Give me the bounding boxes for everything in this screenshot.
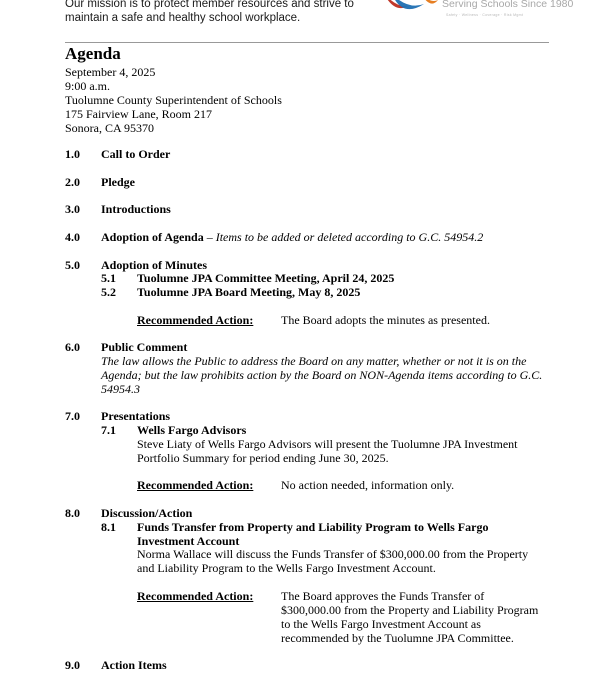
subitem-number: 5.2 <box>101 285 116 299</box>
subitem-number: 7.1 <box>101 423 116 437</box>
meeting-details <box>65 65 282 135</box>
recommended-action-label: Recommended Action: <box>137 589 254 603</box>
item-number: 6.0 <box>65 340 80 354</box>
page-title: Agenda <box>65 44 121 63</box>
item-number: 5.0 <box>65 258 80 272</box>
meeting-city: Sonora, CA 95370 <box>65 121 155 135</box>
item-title-adoption-of-minutes: Adoption of Minutes <box>101 258 208 272</box>
meeting-time: 9:00 a.m. <box>65 79 110 93</box>
item-number: 4.0 <box>65 230 80 244</box>
meeting-address: 175 Fairview Lane, Room 217 <box>65 107 212 121</box>
item-title-public-comment: Public Comment <box>101 340 188 354</box>
recommended-action-text: The Board adopts the minutes as presented. <box>281 313 490 327</box>
subitem-description: Norma Wallace will discuss the Funds Transfer of $300,000.00 from the Property and Liability Program to the Wells Fargo Investment Account. <box>137 547 529 575</box>
item-title-call-to-order: Call to Order <box>101 147 171 161</box>
mission-statement: Our mission is to protect member resources and strive to maintain a safe and healthy school workplace. <box>65 0 354 24</box>
item-number: 7.0 <box>65 409 80 423</box>
subitem-title: Funds Transfer from Property and Liability Program to Wells Fargo Investment Account <box>137 520 489 548</box>
item-number: 1.0 <box>65 147 80 161</box>
subitem-description: Steve Liaty of Wells Fargo Advisors will present the Tuolumne JPA Investment Portfolio Summary for period ending June 30, 2025. <box>137 437 518 465</box>
public-comment-text: The law allows the Public to address the Board on any matter, whether or not it is on the Agenda; but the law prohibits action by the Board on NON-Agenda items according to G.C. 54954.3 <box>101 354 543 396</box>
item-title-introductions: Introductions <box>101 202 171 216</box>
subitem-title: Tuolumne JPA Board Meeting, May 8, 2025 <box>137 285 361 299</box>
item-number: 2.0 <box>65 175 80 189</box>
header-divider <box>65 42 549 43</box>
item-title-pledge: Pledge <box>101 175 135 189</box>
logo-orange-leaf <box>420 0 438 4</box>
subitem-number: 8.1 <box>101 520 116 534</box>
subitem-number: 5.1 <box>101 271 116 285</box>
logo-subtagline: Safety · Wellness · Coverage · Risk Mgmt <box>446 13 524 17</box>
agenda-adoption-line <box>101 230 483 244</box>
recommended-action-text: No action needed, information only. <box>281 478 455 492</box>
item-title-adoption-of-agenda: Adoption of Agenda <box>101 230 204 244</box>
item-number: 8.0 <box>65 506 80 520</box>
item-title-presentations: Presentations <box>101 409 171 423</box>
item-title-discussion-action: Discussion/Action <box>101 506 193 520</box>
item-note: – Items to be added or deleted according to G.C. 54954.2 <box>206 230 484 244</box>
logo-tagline: Serving Schools Since 1980 <box>442 0 574 10</box>
subitem-title: Tuolumne JPA Committee Meeting, April 24, 2025 <box>137 271 395 285</box>
recommended-action-label: Recommended Action: <box>137 313 254 327</box>
item-title-action-items: Action Items <box>101 658 167 672</box>
meeting-location: Tuolumne County Superintendent of Schools <box>65 93 282 107</box>
meeting-date: September 4, 2025 <box>65 65 156 79</box>
subitem-title: Wells Fargo Advisors <box>137 423 247 437</box>
recommended-action-label: Recommended Action: <box>137 478 254 492</box>
item-number: 3.0 <box>65 202 80 216</box>
recommended-action-text: The Board approves the Funds Transfer of $300,000.00 from the Property and Liability Program to the Wells Fargo Investment Account as recommended by the Tuolumne JPA Committee. <box>281 589 539 645</box>
item-number: 9.0 <box>65 658 80 672</box>
